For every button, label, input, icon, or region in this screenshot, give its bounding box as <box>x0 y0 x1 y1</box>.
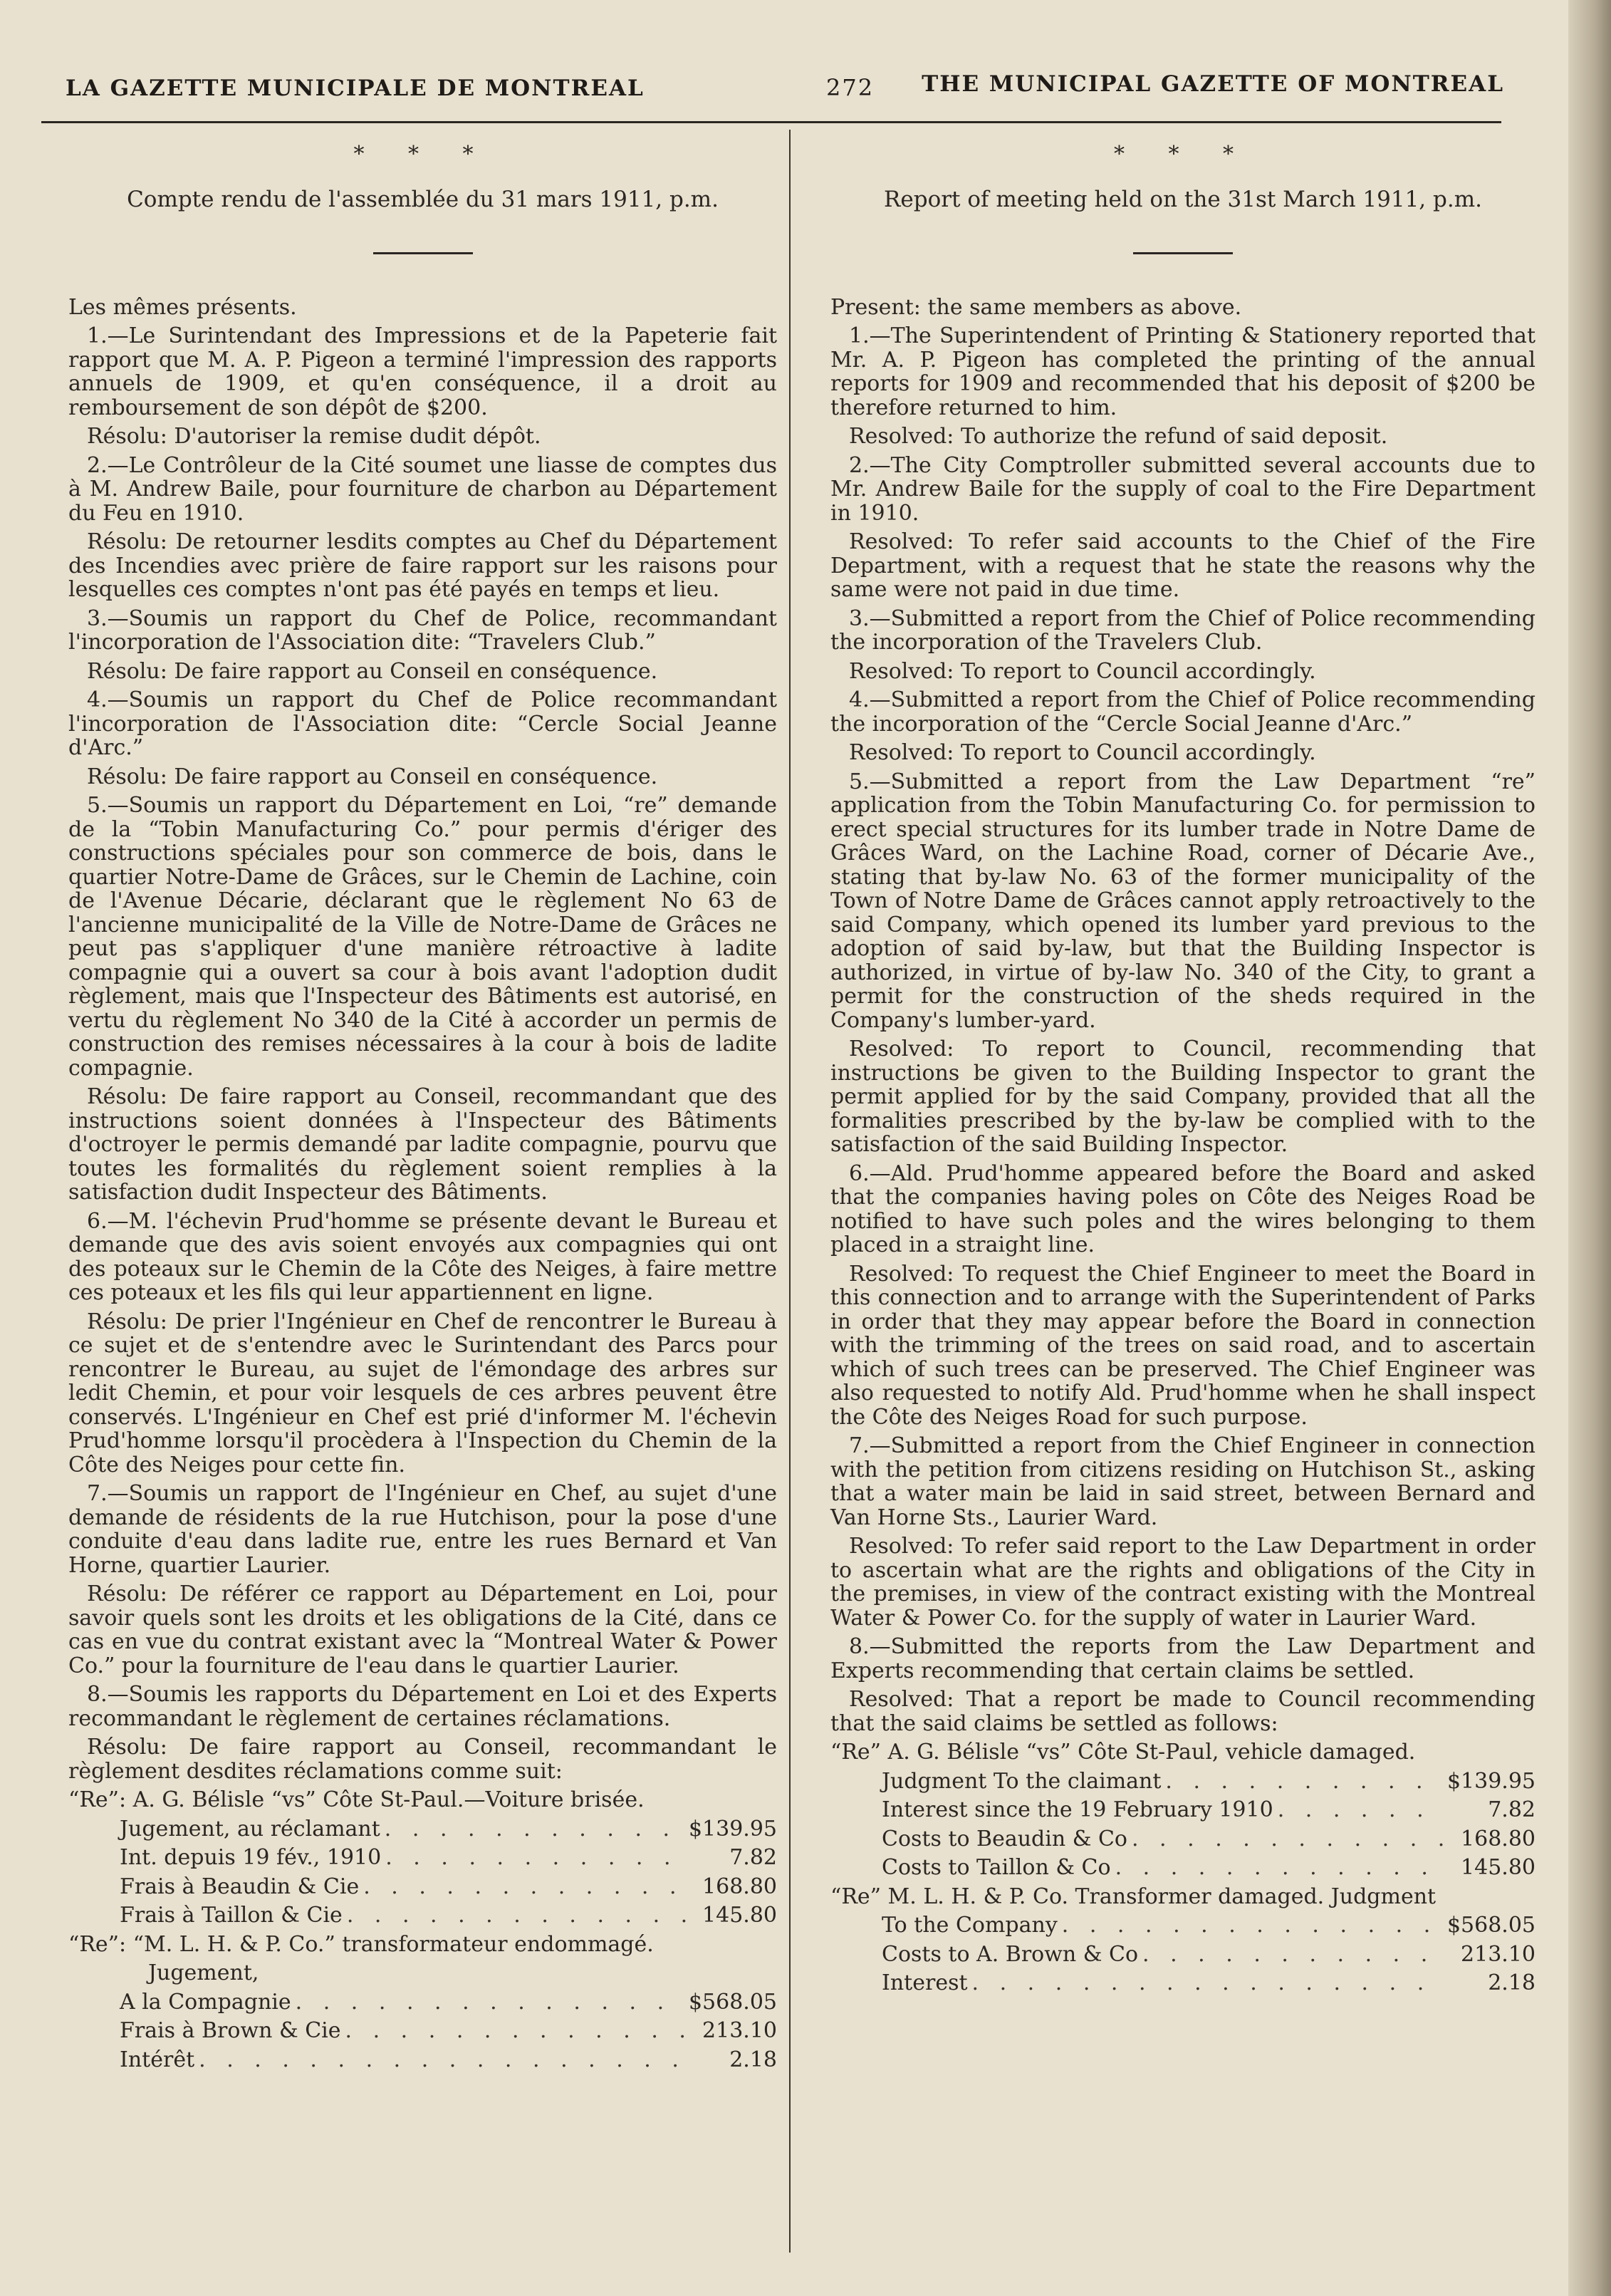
claim-heading: “Re”: A. G. Bélisle “vs” Côte St-Paul.—Voiture brisée. <box>68 1787 645 1812</box>
claim-amount: 213.10 <box>702 2018 777 2043</box>
section-stars: * * * <box>1113 142 1253 167</box>
claim-line <box>68 1817 777 1842</box>
paragraph: 3.—Soumis un rapport du Chef de Police, recommandant l'incorporation de l'Association dite: “Travelers Club.” <box>68 606 777 655</box>
running-header <box>66 71 1504 107</box>
dot-leader <box>199 2048 687 2072</box>
claim-amount: 213.10 <box>1461 1941 1536 1967</box>
dot-leader <box>385 1817 684 1842</box>
title-rule <box>1133 252 1233 254</box>
paragraph: 2.—The City Comptroller submitted several accounts due to Mr. Andrew Baile for the supply of coal to the Fire Department in 1910. <box>830 452 1536 526</box>
paragraph: Resolved: To refer said accounts to the Chief of the Fire Department, with a request that he state the reasons why the same were not paid in due time. <box>830 529 1536 602</box>
paragraph: 8.—Soumis les rapports du Département en Loi et des Experts recommandant le règlement de certaines réclamations. <box>68 1682 777 1731</box>
paragraph: 4.—Submitted a report from the Chief of Police recommending the incorporation of the “Cercle Social Jeanne d'Arc.” <box>830 687 1536 737</box>
claim-amount: 145.80 <box>1461 1855 1536 1880</box>
claim-amount: 2.18 <box>1488 1970 1536 1995</box>
french-column <box>68 142 777 2077</box>
paragraph: Resolved: To refer said report to the Law Department in order to ascertain what are the rights and obligations of the City in the premises, in view of the contract existing with the Montreal Water & Power Co. for the supply of water in Laurier Ward. <box>830 1534 1536 1631</box>
paragraph: Résolu: De faire rapport au Conseil en conséquence. <box>87 764 658 789</box>
claim-heading: “Re” A. G. Bélisle “vs” Côte St-Paul, vehicle damaged. <box>830 1740 1416 1765</box>
claim-line <box>68 1990 777 2015</box>
page-number: 272 <box>826 74 875 101</box>
claim-line <box>830 1943 1536 1967</box>
claim-heading: “Re”: “M. L. H. & P. Co.” transformateur endommagé. <box>68 1931 654 1957</box>
claim-label: A la Compagnie <box>120 1989 291 2015</box>
column-divider <box>789 130 791 2253</box>
section-title: Compte rendu de l'assemblée du 31 mars 1911, p.m. <box>127 187 719 212</box>
claim-label: Interest <box>882 1970 968 1995</box>
claim-label: Jugement, au réclamant <box>120 1816 380 1842</box>
dot-leader <box>1115 1856 1446 1880</box>
paragraph: Résolu: De retourner lesdits comptes au Chef du Département des Incendies avec prière de faire rapport sur les raisons pour lesquelles ces comptes n'ont pas été payés en temps et lieu. <box>68 529 777 602</box>
dot-leader <box>363 1875 687 1899</box>
paragraph: 6.—Ald. Prud'homme appeared before the Board and asked that the companies having poles on Côte des Neiges Road be notified to have such poles and the wires belonging to them placed in a straight line. <box>830 1160 1536 1257</box>
claim-label: Intérêt <box>120 2047 195 2072</box>
paragraph: Résolu: De faire rapport au Conseil, recommandant que des instructions soient données à l'Inspecteur des Bâtiments d'octroyer le permis demandé par ladite compagnie, pourvu que toutes les formalités du règlement soient remplies à la satisfaction dudit Inspecteur des Bâtiments. <box>68 1084 777 1205</box>
claim-line <box>830 1770 1536 1794</box>
paragraph: 6.—M. l'échevin Prud'homme se présente devant le Bureau et demande que des avis soient envoyés aux compagnies qui ont des poteaux sur le Chemin de la Côte des Neiges, à faire mettre ces poteaux et les fils qui leur appartiennent en ligne. <box>68 1208 777 1305</box>
dot-leader <box>972 1971 1446 1995</box>
claim-line <box>68 2048 777 2072</box>
dot-leader <box>1278 1798 1446 1822</box>
claim-label: Interest since the 19 February 1910 <box>882 1797 1273 1822</box>
claim-label: Frais à Taillon & Cie <box>120 1903 343 1928</box>
paragraph: 1.—Le Surintendant des Impressions et de la Papeterie fait rapport que M. A. P. Pigeon a terminé l'impression des rapports annuels de 1909, et qu'en conséquence, il a droit au remboursement de son dépôt de $200. <box>68 323 777 420</box>
dot-leader <box>296 1990 684 2015</box>
paragraph: 7.—Soumis un rapport de l'Ingénieur en Chef, au sujet d'une demande de résidents de la rue Hutchison, pour la pose d'une conduite d'eau dans ladite rue, entre les rues Bernard et Van Horne, quartier Laurier. <box>68 1481 777 1578</box>
paragraph: Résolu: De faire rapport au Conseil, recommandant le règlement desdites réclamations comme suit: <box>68 1735 777 1784</box>
claim-line <box>830 1827 1536 1851</box>
paragraph: 5.—Submitted a report from the Law Department “re” application from the Tobin Manufacturing Co. for permission to erect special structures for its lumber trade in Notre Dame de Grâces Ward, on the Lachine Road, corner of Décarie Ave., stating that by-law No. 63 of the former municipality of the Town of Notre Dame de Grâces cannot apply retroactively to the said Company, which opened its lumber yard previous to the adoption of said by-law, but that the Building Inspector is authorized, in virtue of by-law No. 340 of the City, to grant a permit for the construction of the sheds required in the Company's lumber-yard. <box>830 769 1536 1033</box>
section-title: Report of meeting held on the 31st March 1911, p.m. <box>884 187 1482 212</box>
paragraph: Résolu: De faire rapport au Conseil en conséquence. <box>87 658 658 684</box>
dot-leader <box>1142 1943 1446 1967</box>
paragraph: Resolved: That a report be made to Council recommending that the said claims be settled as follows: <box>830 1687 1536 1736</box>
paragraph: Resolved: To report to Council accordingly. <box>849 740 1316 765</box>
claim-subheading: Jugement, <box>148 1960 259 1985</box>
paragraph: Résolu: De référer ce rapport au Département en Loi, pour savoir quels sont les droits et les obligations de la Cité, dans ce cas en vue du contrat existant avec la “Montreal Water & Power Co.” pour la fourniture de l'eau dans le quartier Laurier. <box>68 1581 777 1678</box>
claim-amount: $139.95 <box>1446 1768 1536 1794</box>
claim-line <box>68 2019 777 2043</box>
claim-line <box>68 1846 777 1870</box>
section-stars: * * * <box>353 142 492 167</box>
claim-line <box>68 1875 777 1899</box>
dot-leader <box>1132 1827 1446 1851</box>
dot-leader <box>1165 1770 1443 1794</box>
paragraph: 2.—Le Contrôleur de la Cité soumet une liasse de comptes dus à M. Andrew Baile, pour fourniture de charbon au Département du Feu en 1910. <box>68 452 777 526</box>
claim-label: Judgment To the claimant <box>882 1768 1162 1794</box>
claim-amount: $568.05 <box>688 1989 777 2015</box>
paragraph: 7.—Submitted a report from the Chief Engineer in connection with the petition from citizens residing on Hutchison St., asking that a water main be laid in said street, between Bernard and Van Horne Sts., Laurier Ward. <box>830 1433 1536 1530</box>
header-title-en: THE MUNICIPAL GAZETTE OF MONTREAL <box>922 71 1504 97</box>
claim-amount: 168.80 <box>1461 1826 1536 1851</box>
paragraph: Resolved: To request the Chief Engineer to meet the Board in this connection and to arrange with the Superintendent of Parks in order that they may appear before the Board in connection with the trimming of the trees on said road, and to ascertain which of such trees can be preserved. The Chief Engineer was also requested to notify Ald. Prud'homme when he shall inspect the Côte des Neiges Road for such purpose. <box>830 1261 1536 1430</box>
claim-amount: 168.80 <box>702 1874 777 1899</box>
paragraph: 1.—The Superintendent of Printing & Stationery reported that Mr. A. P. Pigeon has completed the printing of the annual reports for 1909 and recommended that his deposit of $200 be therefore returned to him. <box>830 323 1536 420</box>
paragraph: Resolved: To report to Council, recommending that instructions be given to the Building Inspector to grant the permit applied for by the said Company, provided that all the formalities prescribed by the by-law be complied with to the satisfaction of the said Building Inspector. <box>830 1037 1536 1157</box>
paragraph: Resolved: To report to Council accordingly. <box>849 658 1316 684</box>
paragraph: 8.—Submitted the reports from the Law Department and Experts recommending that certain claims be settled. <box>830 1634 1536 1683</box>
claim-amount: 145.80 <box>702 1903 777 1928</box>
claim-label: Frais à Brown & Cie <box>120 2018 341 2043</box>
paragraph: Present: the same members as above. <box>830 294 1242 320</box>
dot-leader <box>345 2019 687 2043</box>
book-spine-shadow <box>1568 0 1611 2296</box>
dot-leader <box>347 1903 687 1928</box>
claim-label: Costs to Taillon & Co <box>882 1855 1111 1880</box>
claim-label: Int. depuis 19 fév., 1910 <box>120 1845 382 1870</box>
paragraph: Résolu: De prier l'Ingénieur en Chef de rencontrer le Bureau à ce sujet et de s'entendre avec le Surintendant des Parcs pour rencontrer le Bureau, au sujet de l'émondage des arbres sur ledit Chemin, et pour voir lesquels de ces arbres peuvent être conservés. L'Ingénieur en Chef est prié d'informer M. l'échevin Prud'homme lorsqu'il procèdera à l'Inspection du Chemin de la Côte des Neiges pour cette fin. <box>68 1309 777 1477</box>
english-column <box>830 142 1536 2000</box>
claim-label: Costs to Beaudin & Co <box>882 1826 1127 1851</box>
claim-label: To the Company <box>882 1913 1058 1938</box>
claim-line <box>830 1798 1536 1822</box>
header-title-fr: LA GAZETTE MUNICIPALE DE MONTREAL <box>66 76 645 101</box>
claim-amount: $139.95 <box>688 1816 777 1842</box>
claim-line <box>830 1856 1536 1880</box>
claim-line <box>830 1913 1536 1938</box>
claim-label: Costs to A. Brown & Co <box>882 1941 1139 1967</box>
claim-label: Frais à Beaudin & Cie <box>120 1874 360 1899</box>
header-rule <box>41 121 1501 123</box>
claim-amount: 7.82 <box>1488 1797 1536 1822</box>
paragraph: Resolved: To authorize the refund of said deposit. <box>849 424 1388 449</box>
claim-heading: “Re” M. L. H. & P. Co. Transformer damaged. Judgment <box>830 1884 1437 1909</box>
claim-amount: $568.05 <box>1446 1913 1536 1938</box>
claim-line <box>830 1971 1536 1995</box>
dot-leader <box>385 1846 687 1870</box>
paragraph: Les mêmes présents. <box>68 294 297 320</box>
claim-amount: 7.82 <box>729 1845 777 1870</box>
paragraph: 3.—Submitted a report from the Chief of Police recommending the incorporation of the Travelers Club. <box>830 606 1536 655</box>
claim-amount: 2.18 <box>729 2047 777 2072</box>
title-rule <box>373 252 473 254</box>
claim-line <box>68 1903 777 1928</box>
paragraph: 4.—Soumis un rapport du Chef de Police recommandant l'incorporation de l'Association dite: “Cercle Social Jeanne d'Arc.” <box>68 687 777 760</box>
paragraph: 5.—Soumis un rapport du Département en Loi, “re” demande de la “Tobin Manufacturing Co.” pour permis d'ériger des constructions spéciales pour son commerce de bois, dans le quartier Notre-Dame de Grâces, sur le Chemin de Lachine, coin de l'Avenue Décarie, déclarant que le règlement No 63 de l'ancienne municipalité de la Ville de Notre-Dame de Grâces ne peut pas s'appliquer d'une manière rétroactive à ladite compagnie qui a ouvert sa cour à bois avant l'adoption dudit règlement, mais que l'Inspecteur des Bâtiments est autorisé, en vertu du règlement No 340 de la Cité à accorder un permis de construction des remises nécessaires à la cour à bois de ladite compagnie. <box>68 793 777 1081</box>
paragraph: Résolu: D'autoriser la remise dudit dépôt. <box>87 424 541 449</box>
dot-leader <box>1062 1913 1443 1938</box>
